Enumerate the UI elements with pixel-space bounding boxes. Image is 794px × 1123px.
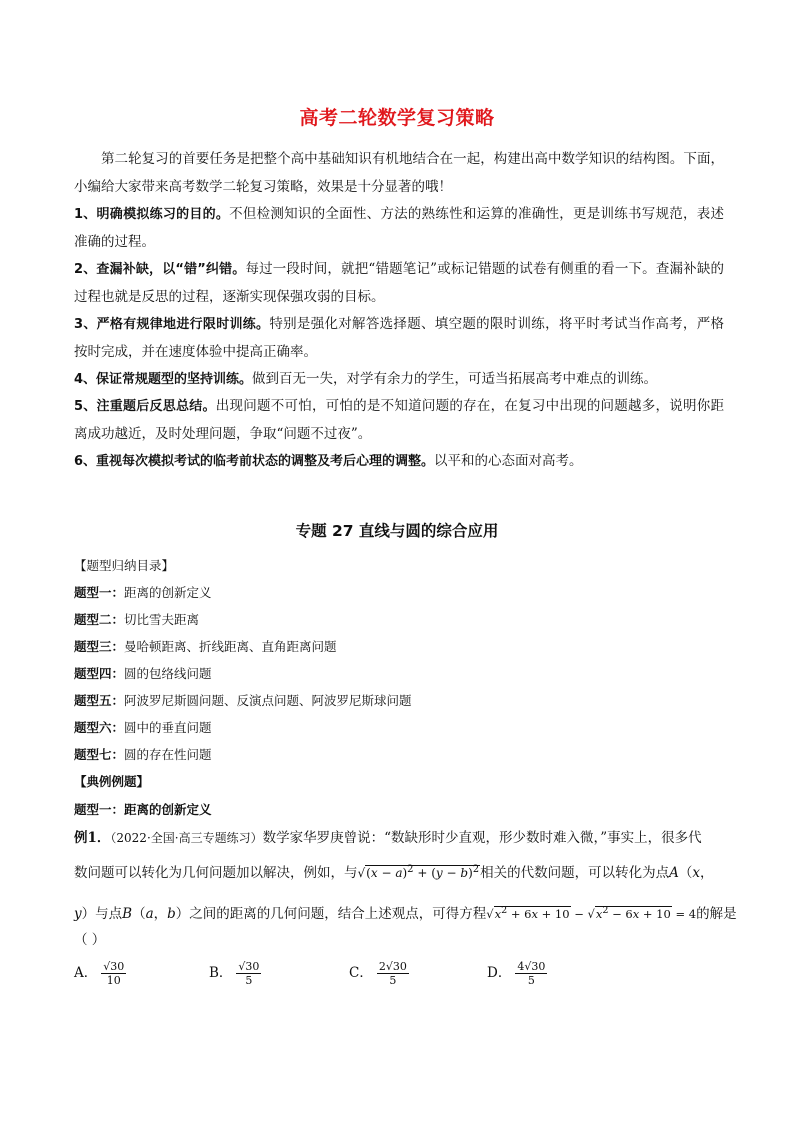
- sqrt-expression: $√(x - a)^2 + (y - b)^2$: [357, 864, 480, 880]
- strategy-3: [74, 311, 724, 366]
- strategy-2-body: 每过一段时间，就把“错题笔记”或标记错题的试卷有侧重的看一下。查漏补缺的过程也就是反思的过程，逐渐实现保强攻弱的目标。: [74, 261, 724, 305]
- intro-paragraph: 第二轮复习的首要任务是把整个高中基础知识有机地结合在一起，构建出高中数学知识的结构图。下面，小编给大家带来高考数学二轮复习策略，效果是十分显著的哦！: [74, 151, 724, 195]
- example-line-2: 数问题可以转化为几何问题加以解决，例如，与$√(x - a)^2 + (y - b)^2$相关的代数问题，可以转化为点A（x，: [74, 864, 714, 881]
- strategy-5-body: 出现问题不可怕，可怕的是不知道问题的存在，在复习中出现的问题越多，说明你距离成功越近，及时处理问题，争取“问题不过夜”。: [74, 398, 725, 442]
- example-type-heading: 题型一：距离的创新定义: [74, 802, 212, 817]
- strategy-1: [74, 201, 724, 256]
- catalog-item: 题型七：圆的存在性问题: [74, 747, 212, 762]
- section-title: 专题 27 直线与圆的综合应用: [295, 522, 499, 540]
- strategy-1-body: 不但检测知识的全面性、方法的熟练性和运算的准确性，更是训练书写规范，表述准确的过程。: [74, 206, 725, 250]
- strategy-6: [74, 448, 724, 476]
- example-line-3: y）与点B（a，b）之间的距离的几何问题，结合上述观点，可得方程$√x^2 + 6x + 10 - √x^2 - 6x + 10 = 4$的解是: [74, 905, 737, 922]
- option-a[interactable]: A． $\frac{√30}{10}$: [74, 960, 125, 987]
- example-line-1: 例1．（2022·全国·高三专题练习）数学家华罗庚曾说：“数缺形时少直观，形少数时难入微，”事实上，很多代: [74, 830, 702, 846]
- catalog-item: 题型四：圆的包络线问题: [74, 666, 212, 681]
- strategy-2-head: 2、查漏补缺，以“错”纠错。: [74, 262, 246, 277]
- strategy-4: [74, 366, 724, 394]
- option-c[interactable]: C． $\frac{2√30}{5}$: [349, 960, 407, 987]
- example-source: （2022·全国·高三专题练习）: [110, 831, 263, 845]
- strategy-6-head: 6、重视每次模拟考试的临考前状态的调整及考后心理的调整。: [74, 454, 435, 469]
- catalog-item: 题型一：距离的创新定义: [74, 585, 212, 600]
- strategy-5: [74, 393, 724, 448]
- page-title: 高考二轮数学复习策略: [299, 107, 495, 129]
- strategy-1-head: 1、明确模拟练习的目的。: [74, 207, 230, 222]
- catalog-item: 题型六：圆中的垂直问题: [74, 720, 212, 735]
- equation: $√x^2 + 6x + 10 - √x^2 - 6x + 10 = 4$: [486, 905, 697, 921]
- strategy-3-body: 特别是强化对解答选择题、填空题的限时训练，将平时考试当作高考，严格按时完成，并在速度体验中提高正确率。: [74, 316, 725, 360]
- catalog-item: 题型三：曼哈顿距离、折线距离、直角距离问题: [74, 639, 337, 654]
- strategy-2: [74, 256, 724, 311]
- answer-paren: （ ）: [74, 932, 106, 948]
- strategy-6-body: 以平和的心态面对高考。: [434, 453, 583, 469]
- strategy-3-head: 3、严格有规律地进行限时训练。: [74, 317, 270, 332]
- strategy-4-body: 做到百无一失，对学有余力的学生，可适当拓展高考中难点的训练。: [252, 371, 658, 387]
- option-d[interactable]: D． $\frac{4√30}{5}$: [487, 960, 546, 987]
- strategy-4-head: 4、保证常规题型的坚持训练。: [74, 372, 253, 387]
- examples-label: 【典例例题】: [74, 774, 150, 789]
- catalog-item: 题型二：切比雪夫距离: [74, 612, 200, 627]
- strategy-5-head: 5、注重题后反思总结。: [74, 399, 216, 414]
- example-label: 例1．: [74, 830, 111, 846]
- catalog-item: 题型五：阿波罗尼斯圆问题、反演点问题、阿波罗尼斯球问题: [74, 693, 412, 708]
- catalog-label: 【题型归纳目录】: [74, 558, 175, 573]
- option-b[interactable]: B． $\frac{√30}{5}$: [209, 960, 260, 987]
